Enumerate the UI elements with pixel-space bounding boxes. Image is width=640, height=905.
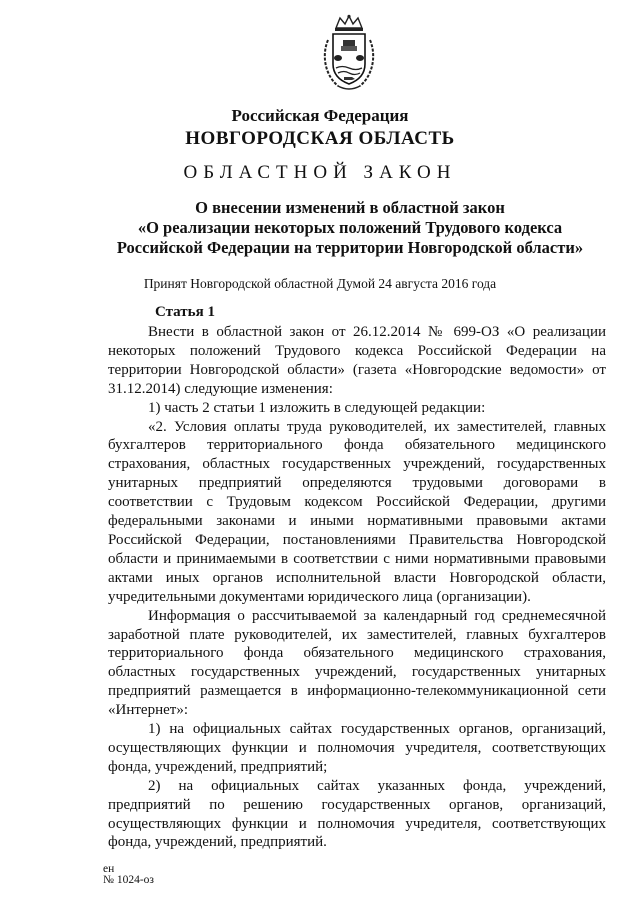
law-title <box>40 198 640 258</box>
document-footer <box>103 864 154 886</box>
doc-type-heading: ОБЛАСТНОЙ ЗАКОН <box>183 162 457 183</box>
paragraph: Внести в областной закон от 26.12.2014 № 699-ОЗ «О реализации некоторых положений Трудового кодекса Российской Федерации на территории Новгородской области» (газета «Новгородские ведомости» от 31.12.2014) следующие изменения: <box>108 324 606 397</box>
article-heading: Статья 1 <box>155 304 215 320</box>
paragraph: «2. Условия оплаты труда руководителей, их заместителей, главных бухгалтеров территориального фонда обязательного медицинского страхования, областных государственных учреждений, государственных унитарных предприятий определяются трудовыми договорами в соответствии с Трудовым кодексом Российской Федерации, другими федеральными законами и иными нормативными правовыми актами Российской Федерации, постановлениями Правительства Новгородской области и принимаемыми в соответствии с ними нормативными правовыми актами иных органов исполнительной власти Новгородской области, учредительными документами юридического лица (организации). <box>108 418 606 605</box>
novgorod-coat-of-arms-icon <box>318 14 380 94</box>
document-number: № 1024-оз <box>103 874 154 886</box>
paragraph: 1) часть 2 статьи 1 изложить в следующей редакции: <box>148 399 486 416</box>
paragraph: 2) на официальных сайтах указанных фонда, учреждений, предприятий по решению государственных органов, организаций, осуществляющих функции и полномочия учредителя, соответствующих фонда, учреждений, предприятий. <box>108 777 606 851</box>
author-initials: ен <box>103 863 115 875</box>
adoption-note: Принят Новгородской областной Думой 24 августа 2016 года <box>143 276 497 291</box>
article-body <box>108 323 606 852</box>
law-title-line: О внесении изменений в областной закон <box>195 198 505 217</box>
law-title-line: «О реализации некоторых положений Трудового кодекса <box>137 218 563 237</box>
federation-heading: Российская Федерация <box>231 106 409 125</box>
paragraph: 1) на официальных сайтах государственных органов, организаций, осуществляющих функции и полномочия учредителя, соответствующих фонда, учреждений, предприятий; <box>108 721 606 775</box>
paragraph: Информация о рассчитываемой за календарный год среднемесячной заработной плате руководителей, их заместителей, главных бухгалтеров территориального фонда обязательного медицинского страхования, областных государственных учреждений, государственных унитарных предприятий размещается в информационно-телекоммуникационной сети «Интернет»: <box>108 607 606 719</box>
region-heading: НОВГОРОДСКАЯ ОБЛАСТЬ <box>185 128 455 149</box>
law-title-line: Российской Федерации на территории Новгородской области» <box>116 238 584 257</box>
